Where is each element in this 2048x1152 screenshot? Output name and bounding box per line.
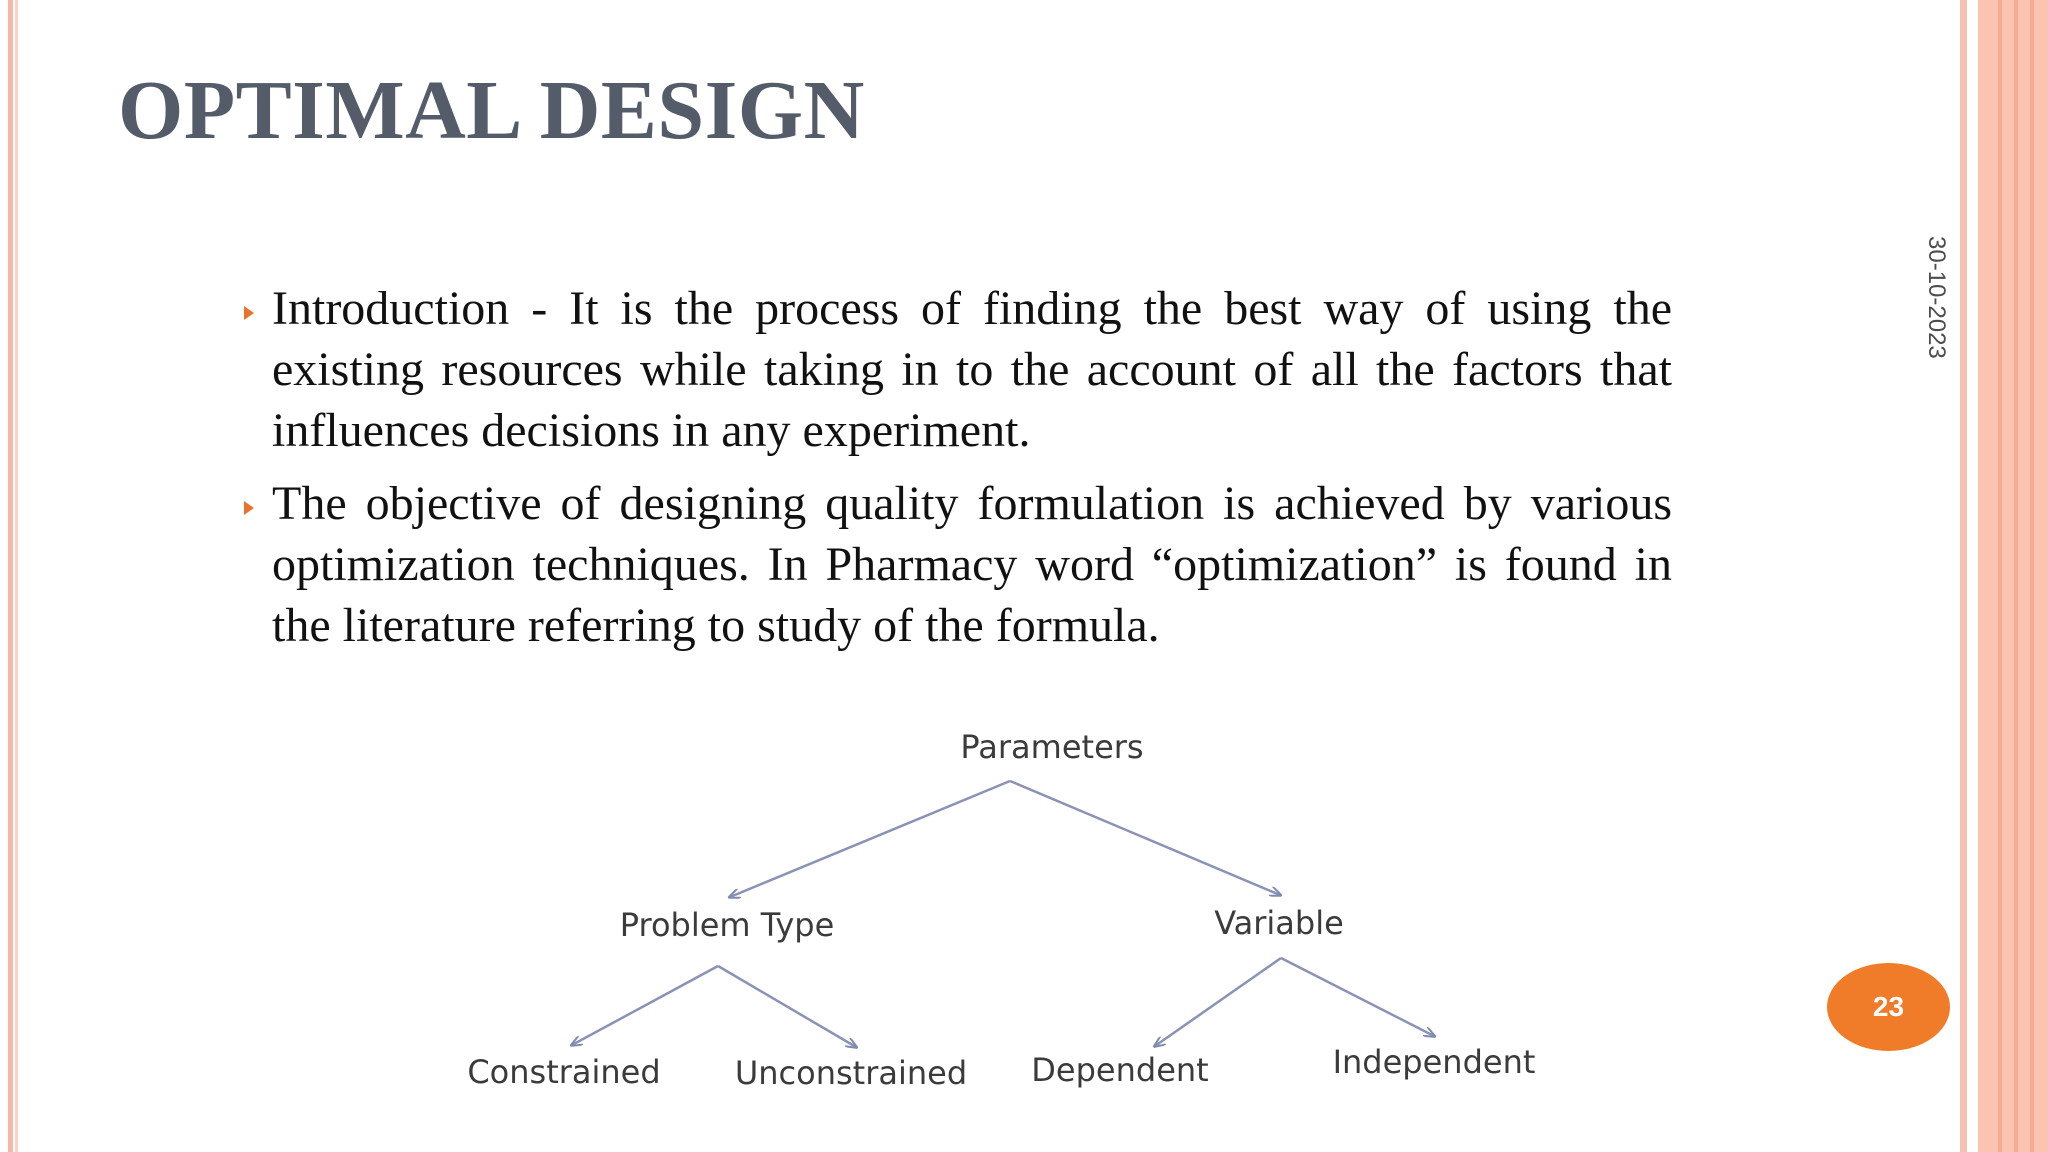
frame-stripe-left — [8, 0, 13, 1152]
edge-problem-type-constrained — [572, 966, 718, 1045]
bullet-text: The objective of designing quality formulation is achieved by various optimization techniques. In Pharmacy word “optimization” is found in the literature referring to study of the formula. — [272, 477, 1672, 652]
bullet-item-objective — [244, 473, 1672, 656]
frame-stripe-right-line-2 — [2014, 0, 2018, 1152]
page-number-badge: 23 — [1827, 963, 1950, 1051]
edge-problem-type-unconstrained — [718, 966, 856, 1047]
frame-stripe-left-inner — [15, 0, 18, 1152]
frame-stripe-right-inner — [1960, 0, 1967, 1152]
bullet-list — [244, 278, 1672, 668]
bullet-text: Introduction - It is the process of finding the best way of using the existing resources while taking in to the account of all the factors that influences decisions in any experiment. — [272, 282, 1672, 457]
node-unconstrained: Unconstrained — [734, 1054, 968, 1092]
bullet-arrow-icon — [244, 501, 254, 515]
node-constrained: Constrained — [467, 1053, 661, 1091]
node-independent: Independent — [1332, 1043, 1536, 1081]
edge-parameters-variable — [1010, 781, 1280, 895]
edge-variable-dependent — [1155, 958, 1281, 1046]
node-variable: Variable — [1214, 904, 1344, 942]
bullet-item-introduction — [244, 278, 1672, 461]
slide-title: OPTIMAL DESIGN — [118, 64, 865, 157]
node-parameters: Parameters — [960, 728, 1144, 766]
slide-date: 30-10-2023 — [1923, 236, 1950, 359]
frame-band-right — [1978, 0, 2048, 1152]
frame-stripe-right-line-1 — [1998, 0, 2002, 1152]
edge-parameters-problem-type — [730, 781, 1010, 897]
node-problem-type: Problem Type — [619, 906, 835, 944]
node-dependent: Dependent — [1031, 1051, 1209, 1089]
edge-variable-independent — [1281, 958, 1434, 1036]
frame-stripe-right-line-3 — [2030, 0, 2034, 1152]
bullet-arrow-icon — [244, 306, 254, 320]
